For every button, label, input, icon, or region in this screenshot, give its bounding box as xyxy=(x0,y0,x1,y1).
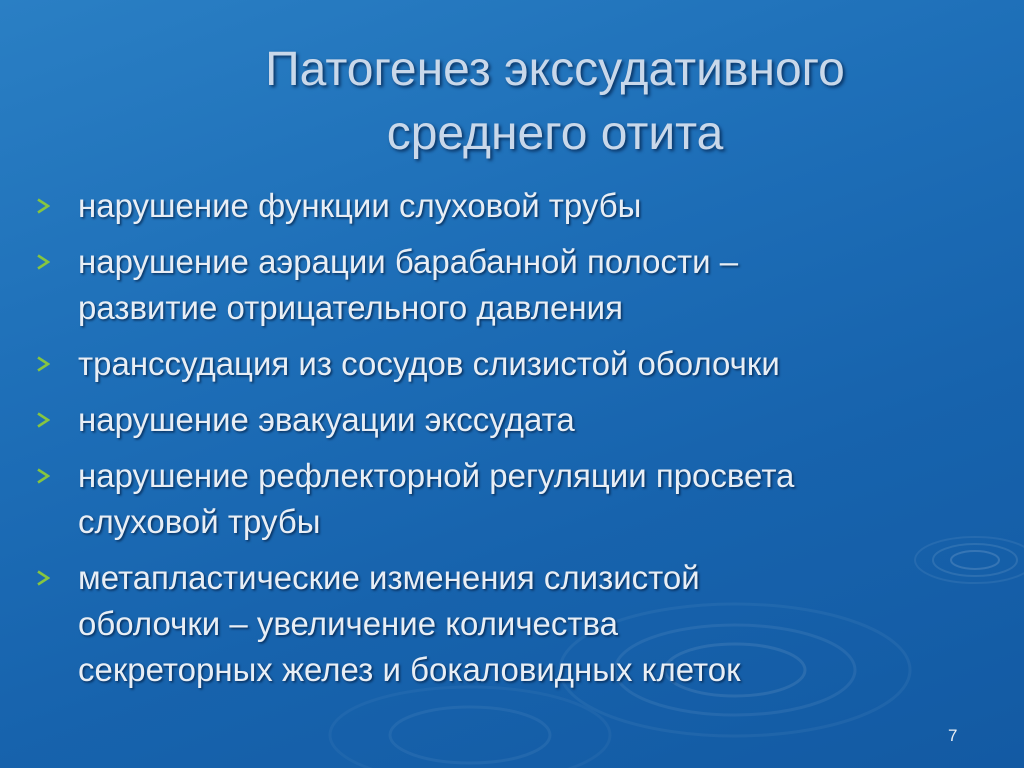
bullet-item xyxy=(36,239,986,331)
chevron-right-icon xyxy=(36,555,78,601)
bullet-text xyxy=(78,239,738,331)
bullet-text xyxy=(78,397,575,443)
chevron-right-icon xyxy=(36,183,78,229)
bullet-text xyxy=(78,555,741,693)
bullet-line: слуховой трубы xyxy=(78,503,321,540)
bullet-line: развитие отрицательного давления xyxy=(78,289,623,326)
bullet-line: метапластические изменения слизистой xyxy=(78,559,700,596)
chevron-right-icon xyxy=(36,453,78,499)
bullet-item xyxy=(36,183,986,229)
chevron-right-icon xyxy=(36,341,78,387)
bullet-line: нарушение функции слуховой трубы xyxy=(78,187,642,224)
bullet-list xyxy=(36,183,986,703)
bullet-text xyxy=(78,341,780,387)
bullet-line: оболочки – увеличение количества xyxy=(78,605,619,642)
bullet-line: транссудация из сосудов слизистой оболочки xyxy=(78,345,780,382)
bullet-text xyxy=(78,183,641,229)
bullet-item xyxy=(36,341,986,387)
bullet-line: нарушение рефлекторной регуляции просвета xyxy=(78,457,795,494)
bullet-item xyxy=(36,453,986,545)
chevron-right-icon xyxy=(36,239,78,285)
bullet-line: секреторных желез и бокаловидных клеток xyxy=(78,651,741,688)
chevron-right-icon xyxy=(36,397,78,443)
bullet-item xyxy=(36,397,986,443)
page-number: 7 xyxy=(948,726,958,745)
bullet-text xyxy=(78,453,794,545)
bullet-line: нарушение эвакуации экссудата xyxy=(78,401,575,438)
slide-title-line: среднего отита xyxy=(386,107,724,160)
bullet-item xyxy=(36,555,986,693)
slide-title xyxy=(160,38,950,166)
bullet-line: нарушение аэрации барабанной полости – xyxy=(78,243,739,280)
slide-title-line: Патогенез экссудативного xyxy=(265,43,845,96)
